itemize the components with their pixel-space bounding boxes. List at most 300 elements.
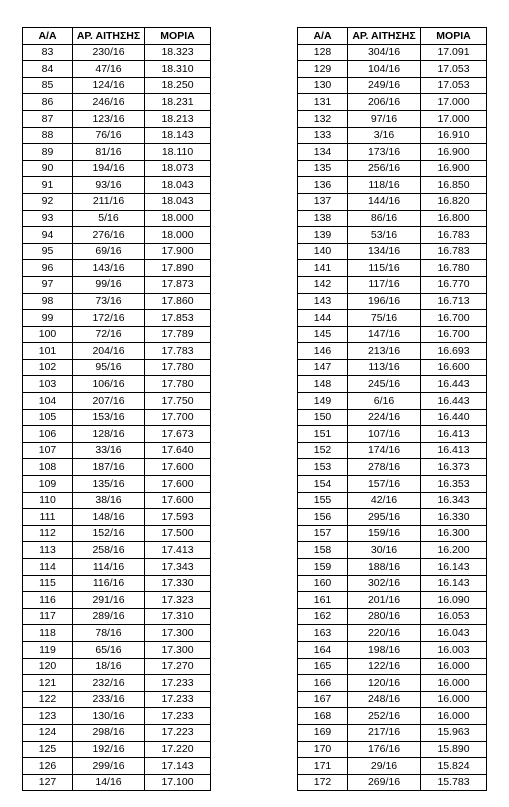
cell-serial-number: 101 <box>23 343 73 360</box>
cell-points: 17.700 <box>145 409 211 426</box>
table-row <box>298 691 487 708</box>
cell-points: 18.310 <box>145 61 211 78</box>
table-row <box>298 476 487 493</box>
table-row <box>23 525 211 542</box>
cell-serial-number: 142 <box>298 276 348 293</box>
table-row <box>298 359 487 376</box>
cell-application-number: 3/16 <box>348 127 421 144</box>
cell-points: 16.003 <box>421 641 487 658</box>
table-row <box>23 724 211 741</box>
cell-application-number: 6/16 <box>348 393 421 410</box>
cell-points: 17.593 <box>145 509 211 526</box>
table-row <box>23 160 211 177</box>
cell-points: 17.100 <box>145 774 211 791</box>
cell-application-number: 172/16 <box>73 310 145 327</box>
cell-application-number: 134/16 <box>348 243 421 260</box>
cell-serial-number: 97 <box>23 276 73 293</box>
table-row <box>23 326 211 343</box>
cell-serial-number: 149 <box>298 393 348 410</box>
cell-application-number: 157/16 <box>348 476 421 493</box>
cell-points: 18.000 <box>145 227 211 244</box>
cell-points: 16.000 <box>421 691 487 708</box>
table-row <box>23 260 211 277</box>
table-row <box>23 227 211 244</box>
cell-serial-number: 93 <box>23 210 73 227</box>
cell-application-number: 113/16 <box>348 359 421 376</box>
cell-application-number: 76/16 <box>73 127 145 144</box>
cell-points: 17.343 <box>145 559 211 576</box>
cell-points: 15.890 <box>421 741 487 758</box>
cell-serial-number: 87 <box>23 110 73 127</box>
cell-points: 17.233 <box>145 708 211 725</box>
table-row <box>23 575 211 592</box>
table-row <box>23 94 211 111</box>
header-points: ΜΟΡΙΑ <box>421 28 487 45</box>
table-row <box>23 592 211 609</box>
cell-points: 17.143 <box>145 758 211 775</box>
table-row <box>298 276 487 293</box>
cell-points: 17.233 <box>145 675 211 692</box>
cell-serial-number: 160 <box>298 575 348 592</box>
table-row <box>298 658 487 675</box>
cell-application-number: 104/16 <box>348 61 421 78</box>
cell-application-number: 130/16 <box>73 708 145 725</box>
cell-points: 16.700 <box>421 326 487 343</box>
table-row <box>298 243 487 260</box>
table-row <box>298 293 487 310</box>
cell-serial-number: 117 <box>23 608 73 625</box>
cell-application-number: 117/16 <box>348 276 421 293</box>
ranking-table-right <box>297 27 487 791</box>
table-row <box>298 94 487 111</box>
cell-serial-number: 166 <box>298 675 348 692</box>
table-row <box>23 44 211 61</box>
cell-serial-number: 164 <box>298 641 348 658</box>
cell-points: 17.330 <box>145 575 211 592</box>
cell-application-number: 144/16 <box>348 193 421 210</box>
table-row <box>23 758 211 775</box>
cell-points: 16.200 <box>421 542 487 559</box>
table-row <box>23 741 211 758</box>
table-row <box>23 409 211 426</box>
table-row <box>23 293 211 310</box>
cell-serial-number: 148 <box>298 376 348 393</box>
cell-application-number: 81/16 <box>73 144 145 161</box>
cell-points: 16.780 <box>421 260 487 277</box>
table-row <box>23 343 211 360</box>
cell-serial-number: 163 <box>298 625 348 642</box>
cell-points: 17.220 <box>145 741 211 758</box>
cell-points: 17.233 <box>145 691 211 708</box>
cell-serial-number: 143 <box>298 293 348 310</box>
cell-serial-number: 94 <box>23 227 73 244</box>
cell-points: 16.043 <box>421 625 487 642</box>
cell-serial-number: 118 <box>23 625 73 642</box>
cell-points: 17.323 <box>145 592 211 609</box>
cell-serial-number: 126 <box>23 758 73 775</box>
cell-points: 16.000 <box>421 675 487 692</box>
cell-points: 17.310 <box>145 608 211 625</box>
cell-serial-number: 102 <box>23 359 73 376</box>
cell-application-number: 115/16 <box>348 260 421 277</box>
cell-serial-number: 165 <box>298 658 348 675</box>
table-row <box>298 210 487 227</box>
cell-points: 16.443 <box>421 393 487 410</box>
cell-points: 17.270 <box>145 658 211 675</box>
cell-serial-number: 107 <box>23 442 73 459</box>
cell-application-number: 107/16 <box>348 426 421 443</box>
cell-serial-number: 156 <box>298 509 348 526</box>
cell-serial-number: 158 <box>298 542 348 559</box>
cell-serial-number: 140 <box>298 243 348 260</box>
table-row <box>298 509 487 526</box>
cell-points: 17.223 <box>145 724 211 741</box>
table-row <box>23 426 211 443</box>
cell-points: 18.043 <box>145 193 211 210</box>
table-row <box>298 426 487 443</box>
cell-points: 16.910 <box>421 127 487 144</box>
cell-serial-number: 130 <box>298 77 348 94</box>
cell-application-number: 295/16 <box>348 509 421 526</box>
table-row <box>23 376 211 393</box>
table-row <box>23 559 211 576</box>
cell-application-number: 299/16 <box>73 758 145 775</box>
cell-application-number: 5/16 <box>73 210 145 227</box>
cell-serial-number: 136 <box>298 177 348 194</box>
cell-points: 16.443 <box>421 376 487 393</box>
table-row <box>23 310 211 327</box>
cell-points: 17.873 <box>145 276 211 293</box>
cell-application-number: 173/16 <box>348 144 421 161</box>
cell-application-number: 224/16 <box>348 409 421 426</box>
cell-application-number: 302/16 <box>348 575 421 592</box>
cell-serial-number: 154 <box>298 476 348 493</box>
cell-points: 17.783 <box>145 343 211 360</box>
cell-application-number: 75/16 <box>348 310 421 327</box>
cell-serial-number: 104 <box>23 393 73 410</box>
table-row <box>298 160 487 177</box>
table-row <box>298 442 487 459</box>
cell-application-number: 196/16 <box>348 293 421 310</box>
table-row <box>298 542 487 559</box>
cell-points: 17.600 <box>145 476 211 493</box>
cell-application-number: 278/16 <box>348 459 421 476</box>
cell-points: 18.213 <box>145 110 211 127</box>
cell-points: 16.373 <box>421 459 487 476</box>
cell-points: 16.850 <box>421 177 487 194</box>
cell-points: 17.673 <box>145 426 211 443</box>
table-row <box>23 243 211 260</box>
cell-serial-number: 137 <box>298 193 348 210</box>
table-row <box>298 110 487 127</box>
cell-serial-number: 135 <box>298 160 348 177</box>
cell-points: 17.053 <box>421 77 487 94</box>
cell-serial-number: 103 <box>23 376 73 393</box>
cell-application-number: 122/16 <box>348 658 421 675</box>
cell-points: 17.900 <box>145 243 211 260</box>
table-row <box>298 409 487 426</box>
table-row <box>23 210 211 227</box>
cell-serial-number: 122 <box>23 691 73 708</box>
cell-application-number: 220/16 <box>348 625 421 642</box>
cell-application-number: 194/16 <box>73 160 145 177</box>
cell-serial-number: 167 <box>298 691 348 708</box>
table-row <box>298 758 487 775</box>
table-row <box>23 127 211 144</box>
table-row <box>298 343 487 360</box>
cell-serial-number: 134 <box>298 144 348 161</box>
table-row <box>23 625 211 642</box>
cell-points: 16.440 <box>421 409 487 426</box>
header-points: ΜΟΡΙΑ <box>145 28 211 45</box>
table-row <box>298 525 487 542</box>
header-row <box>23 28 211 45</box>
table-row <box>23 691 211 708</box>
cell-application-number: 18/16 <box>73 658 145 675</box>
table-row <box>23 61 211 78</box>
cell-application-number: 147/16 <box>348 326 421 343</box>
cell-application-number: 176/16 <box>348 741 421 758</box>
cell-serial-number: 133 <box>298 127 348 144</box>
cell-points: 17.640 <box>145 442 211 459</box>
cell-serial-number: 127 <box>23 774 73 791</box>
table-row <box>23 144 211 161</box>
cell-application-number: 97/16 <box>348 110 421 127</box>
table-row <box>298 177 487 194</box>
cell-serial-number: 92 <box>23 193 73 210</box>
cell-application-number: 14/16 <box>73 774 145 791</box>
cell-serial-number: 86 <box>23 94 73 111</box>
cell-points: 16.783 <box>421 243 487 260</box>
cell-application-number: 159/16 <box>348 525 421 542</box>
cell-serial-number: 95 <box>23 243 73 260</box>
cell-points: 16.413 <box>421 426 487 443</box>
cell-application-number: 86/16 <box>348 210 421 227</box>
cell-application-number: 206/16 <box>348 94 421 111</box>
table-row <box>23 708 211 725</box>
cell-application-number: 230/16 <box>73 44 145 61</box>
cell-serial-number: 123 <box>23 708 73 725</box>
cell-serial-number: 150 <box>298 409 348 426</box>
table-row <box>298 310 487 327</box>
cell-serial-number: 109 <box>23 476 73 493</box>
cell-application-number: 188/16 <box>348 559 421 576</box>
cell-points: 17.300 <box>145 641 211 658</box>
cell-application-number: 153/16 <box>73 409 145 426</box>
cell-application-number: 207/16 <box>73 393 145 410</box>
cell-serial-number: 111 <box>23 509 73 526</box>
cell-serial-number: 152 <box>298 442 348 459</box>
table-row <box>298 127 487 144</box>
cell-points: 16.713 <box>421 293 487 310</box>
cell-serial-number: 138 <box>298 210 348 227</box>
table-row <box>23 542 211 559</box>
cell-serial-number: 145 <box>298 326 348 343</box>
cell-application-number: 72/16 <box>73 326 145 343</box>
table-row <box>298 559 487 576</box>
cell-serial-number: 88 <box>23 127 73 144</box>
cell-application-number: 298/16 <box>73 724 145 741</box>
cell-points: 18.043 <box>145 177 211 194</box>
cell-application-number: 198/16 <box>348 641 421 658</box>
table-row <box>23 459 211 476</box>
table-row <box>298 708 487 725</box>
cell-application-number: 256/16 <box>348 160 421 177</box>
header-serial-number: Α/Α <box>23 28 73 45</box>
cell-application-number: 249/16 <box>348 77 421 94</box>
cell-points: 17.500 <box>145 525 211 542</box>
cell-points: 18.323 <box>145 44 211 61</box>
table-row <box>23 509 211 526</box>
table-row <box>23 77 211 94</box>
table-row <box>23 675 211 692</box>
cell-application-number: 114/16 <box>73 559 145 576</box>
header-serial-number: Α/Α <box>298 28 348 45</box>
table-row <box>23 492 211 509</box>
cell-serial-number: 171 <box>298 758 348 775</box>
cell-points: 16.900 <box>421 160 487 177</box>
cell-points: 17.000 <box>421 94 487 111</box>
cell-serial-number: 124 <box>23 724 73 741</box>
cell-application-number: 42/16 <box>348 492 421 509</box>
table-row <box>23 276 211 293</box>
cell-serial-number: 121 <box>23 675 73 692</box>
cell-points: 16.143 <box>421 559 487 576</box>
cell-points: 16.600 <box>421 359 487 376</box>
table-row <box>298 492 487 509</box>
cell-serial-number: 110 <box>23 492 73 509</box>
cell-application-number: 93/16 <box>73 177 145 194</box>
header-row <box>298 28 487 45</box>
cell-serial-number: 108 <box>23 459 73 476</box>
cell-points: 16.700 <box>421 310 487 327</box>
cell-serial-number: 112 <box>23 525 73 542</box>
cell-points: 17.853 <box>145 310 211 327</box>
cell-application-number: 233/16 <box>73 691 145 708</box>
cell-serial-number: 99 <box>23 310 73 327</box>
cell-points: 16.300 <box>421 525 487 542</box>
cell-application-number: 245/16 <box>348 376 421 393</box>
cell-application-number: 192/16 <box>73 741 145 758</box>
table-row <box>23 641 211 658</box>
cell-application-number: 99/16 <box>73 276 145 293</box>
cell-points: 17.750 <box>145 393 211 410</box>
cell-serial-number: 125 <box>23 741 73 758</box>
cell-points: 17.860 <box>145 293 211 310</box>
cell-application-number: 120/16 <box>348 675 421 692</box>
cell-application-number: 33/16 <box>73 442 145 459</box>
cell-points: 16.900 <box>421 144 487 161</box>
cell-serial-number: 132 <box>298 110 348 127</box>
cell-points: 16.770 <box>421 276 487 293</box>
cell-application-number: 69/16 <box>73 243 145 260</box>
cell-application-number: 213/16 <box>348 343 421 360</box>
cell-points: 18.073 <box>145 160 211 177</box>
cell-application-number: 280/16 <box>348 608 421 625</box>
cell-application-number: 106/16 <box>73 376 145 393</box>
cell-serial-number: 169 <box>298 724 348 741</box>
cell-points: 18.250 <box>145 77 211 94</box>
cell-points: 16.800 <box>421 210 487 227</box>
cell-points: 17.091 <box>421 44 487 61</box>
table-row <box>298 144 487 161</box>
cell-serial-number: 170 <box>298 741 348 758</box>
table-row <box>23 393 211 410</box>
cell-serial-number: 113 <box>23 542 73 559</box>
cell-points: 17.413 <box>145 542 211 559</box>
table-row <box>23 476 211 493</box>
cell-application-number: 269/16 <box>348 774 421 791</box>
cell-application-number: 95/16 <box>73 359 145 376</box>
table-row <box>298 44 487 61</box>
cell-application-number: 53/16 <box>348 227 421 244</box>
cell-serial-number: 119 <box>23 641 73 658</box>
cell-serial-number: 100 <box>23 326 73 343</box>
cell-points: 16.783 <box>421 227 487 244</box>
cell-serial-number: 120 <box>23 658 73 675</box>
table-row <box>298 641 487 658</box>
cell-serial-number: 153 <box>298 459 348 476</box>
cell-points: 16.090 <box>421 592 487 609</box>
cell-application-number: 73/16 <box>73 293 145 310</box>
cell-application-number: 201/16 <box>348 592 421 609</box>
cell-application-number: 217/16 <box>348 724 421 741</box>
cell-serial-number: 131 <box>298 94 348 111</box>
table-row <box>23 110 211 127</box>
cell-serial-number: 114 <box>23 559 73 576</box>
cell-points: 15.824 <box>421 758 487 775</box>
cell-application-number: 135/16 <box>73 476 145 493</box>
cell-application-number: 78/16 <box>73 625 145 642</box>
cell-points: 17.890 <box>145 260 211 277</box>
cell-application-number: 118/16 <box>348 177 421 194</box>
cell-application-number: 187/16 <box>73 459 145 476</box>
header-application-number: ΑΡ. ΑΙΤΗΣΗΣ <box>348 28 421 45</box>
table-row <box>298 61 487 78</box>
cell-points: 15.963 <box>421 724 487 741</box>
cell-points: 16.053 <box>421 608 487 625</box>
table-row <box>298 575 487 592</box>
cell-application-number: 152/16 <box>73 525 145 542</box>
cell-application-number: 252/16 <box>348 708 421 725</box>
cell-points: 17.600 <box>145 492 211 509</box>
cell-application-number: 123/16 <box>73 110 145 127</box>
cell-points: 16.413 <box>421 442 487 459</box>
cell-points: 16.343 <box>421 492 487 509</box>
cell-points: 16.000 <box>421 658 487 675</box>
cell-serial-number: 115 <box>23 575 73 592</box>
table-row <box>23 608 211 625</box>
cell-points: 16.353 <box>421 476 487 493</box>
cell-serial-number: 161 <box>298 592 348 609</box>
table-row <box>298 376 487 393</box>
cell-application-number: 116/16 <box>73 575 145 592</box>
cell-application-number: 174/16 <box>348 442 421 459</box>
cell-serial-number: 128 <box>298 44 348 61</box>
cell-serial-number: 98 <box>23 293 73 310</box>
cell-serial-number: 141 <box>298 260 348 277</box>
table-row <box>298 77 487 94</box>
cell-serial-number: 90 <box>23 160 73 177</box>
ranking-rows-right <box>298 44 487 791</box>
table-row <box>298 675 487 692</box>
table-row <box>298 608 487 625</box>
cell-application-number: 246/16 <box>73 94 145 111</box>
cell-application-number: 38/16 <box>73 492 145 509</box>
cell-serial-number: 84 <box>23 61 73 78</box>
cell-serial-number: 106 <box>23 426 73 443</box>
cell-points: 17.780 <box>145 359 211 376</box>
